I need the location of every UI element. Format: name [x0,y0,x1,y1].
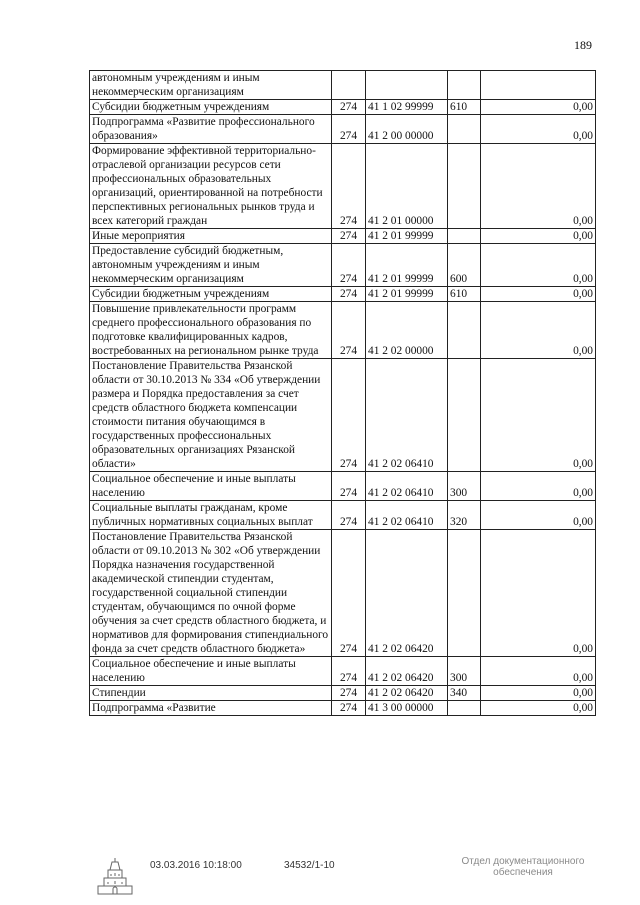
table-row [90,501,596,530]
row-name-cell: Социальное обеспечение и иные выплаты населению [90,472,332,501]
table-row [90,359,596,472]
row-expense-type-cell [448,229,481,244]
row-expense-type-cell: 610 [448,100,481,115]
row-name-cell: Подпрограмма «Развитие профессионального образования» [90,115,332,144]
row-name-cell: Подпрограмма «Развитие [90,701,332,716]
row-target-code-cell: 41 2 02 06410 [366,501,448,530]
row-expense-type-cell [448,302,481,359]
row-target-code-cell: 41 2 02 00000 [366,302,448,359]
footer-department-line1: Отдел документационного [461,856,585,867]
row-admin-code-cell: 274 [332,144,366,229]
row-target-code-cell [366,71,448,100]
row-admin-code-cell: 274 [332,229,366,244]
row-amount-cell: 0,00 [481,229,596,244]
table-row [90,115,596,144]
page-number: 189 [574,38,592,52]
row-expense-type-cell: 320 [448,501,481,530]
row-expense-type-cell [448,359,481,472]
row-amount-cell: 0,00 [481,657,596,686]
row-target-code-cell: 41 2 01 99999 [366,244,448,287]
budget-table-body [90,71,596,716]
row-expense-type-cell: 610 [448,287,481,302]
row-expense-type-cell [448,701,481,716]
row-expense-type-cell: 300 [448,657,481,686]
row-name-cell: Постановление Правительства Рязанской области от 30.10.2013 № 334 «Об утверждении размера и Порядка предоставления за счет средств областного бюджета компенсации стоимости питания обучающимся в государственных профессиональных образовательных организациях Рязанской области» [90,359,332,472]
row-admin-code-cell: 274 [332,244,366,287]
row-expense-type-cell [448,530,481,657]
row-admin-code-cell [332,71,366,100]
row-amount-cell: 0,00 [481,302,596,359]
table-row [90,244,596,287]
row-target-code-cell: 41 2 02 06410 [366,472,448,501]
row-amount-cell: 0,00 [481,144,596,229]
table-row [90,71,596,100]
row-target-code-cell: 41 2 01 99999 [366,287,448,302]
row-admin-code-cell: 274 [332,302,366,359]
row-name-cell: Иные мероприятия [90,229,332,244]
row-name-cell: Повышение привлекательности программ среднего профессионального образования по подготовке квалифицированных кадров, востребованных на региональном рынке труда [90,302,332,359]
table-row [90,686,596,701]
page-footer [0,856,640,900]
table-row [90,701,596,716]
table-row [90,302,596,359]
row-amount-cell: 0,00 [481,472,596,501]
row-admin-code-cell: 274 [332,100,366,115]
row-admin-code-cell: 274 [332,287,366,302]
row-name-cell: Субсидии бюджетным учреждениям [90,287,332,302]
row-admin-code-cell: 274 [332,359,366,472]
row-name-cell: Формирование эффективной территориально-отраслевой организации ресурсов сети профессиональных образовательных организаций, ориентированной на потребности перспективных региональных рынков труда и всех категорий граждан [90,144,332,229]
table-row [90,287,596,302]
row-expense-type-cell: 300 [448,472,481,501]
table-row [90,100,596,115]
row-name-cell: автономным учреждениям и иным некоммерческим организациям [90,71,332,100]
row-target-code-cell: 41 2 02 06420 [366,530,448,657]
row-admin-code-cell: 274 [332,701,366,716]
footer-datetime: 03.03.2016 10:18:00 [150,860,242,871]
row-target-code-cell: 41 2 00 00000 [366,115,448,144]
table-row [90,472,596,501]
row-amount-cell [481,71,596,100]
footer-department-line2: обеспечения [493,867,553,878]
footer-department [448,856,598,878]
row-admin-code-cell: 274 [332,657,366,686]
row-target-code-cell: 41 2 02 06420 [366,686,448,701]
table-row [90,657,596,686]
row-name-cell: Предоставление субсидий бюджетным, автономным учреждениям и иным некоммерческим организациям [90,244,332,287]
row-name-cell: Стипендии [90,686,332,701]
row-expense-type-cell [448,144,481,229]
row-expense-type-cell [448,71,481,100]
table-row [90,530,596,657]
row-expense-type-cell: 340 [448,686,481,701]
row-expense-type-cell: 600 [448,244,481,287]
kremlin-tower-icon [92,856,138,896]
table-row [90,144,596,229]
row-name-cell: Социальные выплаты гражданам, кроме публичных нормативных социальных выплат [90,501,332,530]
row-amount-cell: 0,00 [481,100,596,115]
row-target-code-cell: 41 2 02 06420 [366,657,448,686]
row-admin-code-cell: 274 [332,115,366,144]
row-target-code-cell: 41 1 02 99999 [366,100,448,115]
row-target-code-cell: 41 3 00 00000 [366,701,448,716]
row-amount-cell: 0,00 [481,686,596,701]
row-amount-cell: 0,00 [481,501,596,530]
row-amount-cell: 0,00 [481,359,596,472]
row-name-cell: Субсидии бюджетным учреждениям [90,100,332,115]
row-name-cell: Постановление Правительства Рязанской области от 09.10.2013 № 302 «Об утверждении Порядка назначения государственной академической стипендии студентам, государственной социальной стипендии студентам, обучающимся по очной форме обучения за счет средств областного бюджета, и нормативов для формирования стипендиального фонда за счет средств областного бюджета» [90,530,332,657]
row-admin-code-cell: 274 [332,686,366,701]
row-amount-cell: 0,00 [481,287,596,302]
row-admin-code-cell: 274 [332,530,366,657]
row-amount-cell: 0,00 [481,701,596,716]
row-amount-cell: 0,00 [481,530,596,657]
row-amount-cell: 0,00 [481,244,596,287]
row-expense-type-cell [448,115,481,144]
row-target-code-cell: 41 2 02 06410 [366,359,448,472]
row-target-code-cell: 41 2 01 00000 [366,144,448,229]
budget-table [89,70,596,716]
table-row [90,229,596,244]
row-admin-code-cell: 274 [332,501,366,530]
row-target-code-cell: 41 2 01 99999 [366,229,448,244]
row-name-cell: Социальное обеспечение и иные выплаты населению [90,657,332,686]
row-admin-code-cell: 274 [332,472,366,501]
footer-doc-number: 34532/1-10 [284,860,335,871]
row-amount-cell: 0,00 [481,115,596,144]
